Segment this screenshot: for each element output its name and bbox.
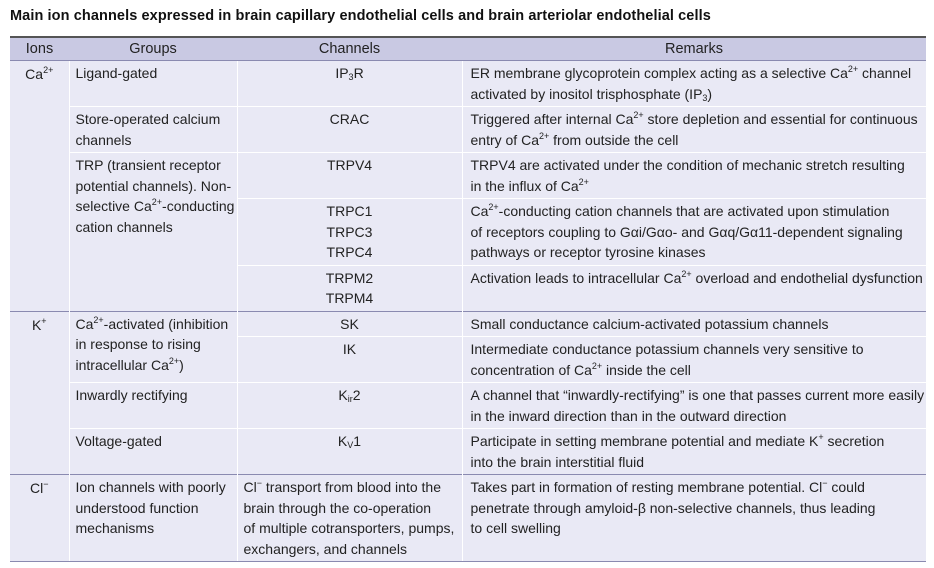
ion-chloride: Cl− — [10, 475, 69, 562]
remark-trpv4: TRPV4 are activated under the condition of mechanic stretch resulting in the influx of $Ca^{2+}$ — [462, 153, 926, 199]
remark-ip3r: ER membrane glycoprotein complex acting as a selective $Ca^{2+}$ channel activated by inositol trisphosphate $(IP_3)$ — [462, 61, 926, 107]
group-ligand-gated: Ligand-gated — [69, 61, 237, 107]
ion-potassium: K+ — [10, 311, 69, 475]
remark-cl: Takes part in formation of resting membrane potential. Cl− could penetrate through amyloid-β non-selective channels, thus leading to cell swelling — [462, 475, 926, 562]
remark-trpm: Activation leads to intracellular $Ca^{2+}$ overload and endothelial dysfunction — [462, 265, 926, 311]
channel-ik: IK — [237, 337, 462, 383]
header-row — [10, 37, 926, 61]
group-voltage-gated: Voltage-gated — [69, 429, 237, 475]
group-trp: TRP (transient receptor potential channels). Non- selective $Ca^{2+}$-conducting cation channels — [69, 153, 237, 312]
channel-trpv4: TRPV4 — [237, 153, 462, 199]
header-channels: Channels — [237, 37, 462, 61]
channel-sk: SK — [237, 311, 462, 337]
group-ca-activated: $Ca^{2+}$-activated (inhibition in response to rising intracellular $Ca^{2+}$) — [69, 311, 237, 383]
table-row — [10, 153, 926, 199]
remark-kir2: A channel that “inwardly-rectifying” is one that passes current more easily in the inward direction than in the outward direction — [462, 383, 926, 429]
group-poorly-understood: Ion channels with poorly understood function mechanisms — [69, 475, 237, 562]
table-row — [10, 475, 926, 562]
table-row — [10, 107, 926, 153]
channel-trpm: TRPM2 TRPM4 — [237, 265, 462, 311]
table-row — [10, 311, 926, 337]
ion-calcium: $Ca^{2+}$ — [10, 61, 69, 312]
remark-kv1: Participate in setting membrane potential and mediate K+ secretion into the brain interstitial fluid — [462, 429, 926, 475]
ion-channel-table — [10, 36, 926, 562]
header-groups: Groups — [69, 37, 237, 61]
table-row — [10, 429, 926, 475]
group-inwardly-rectifying: Inwardly rectifying — [69, 383, 237, 429]
header-ions: Ions — [10, 37, 69, 61]
remark-sk: Small conductance calcium-activated potassium channels — [462, 311, 926, 337]
remark-ik: Intermediate conductance potassium channels very sensitive to concentration of $Ca^{2+}$ inside the cell — [462, 337, 926, 383]
channel-kv1: $K_V1$ — [237, 429, 462, 475]
group-store-operated: Store-operated calcium channels — [69, 107, 237, 153]
channel-trpc: TRPC1 TRPC3 TRPC4 — [237, 199, 462, 266]
table-title: Main ion channels expressed in brain capillary endothelial cells and brain arteriolar endothelial cells — [10, 8, 711, 24]
table-row — [10, 383, 926, 429]
channel-cl-transport: Cl− transport from blood into the brain through the co-operation of multiple cotransporters, pumps, exchangers, and channels — [237, 475, 462, 562]
channel-crac: CRAC — [237, 107, 462, 153]
table-row — [10, 61, 926, 107]
header-remarks: Remarks — [462, 37, 926, 61]
channel-ip3r: $IP_3R$ — [237, 61, 462, 107]
remark-crac: Triggered after internal $Ca^{2+}$ store depletion and essential for continuous entry of $Ca^{2+}$ from outside the cell — [462, 107, 926, 153]
remark-trpc: $Ca^{2+}$-conducting cation channels that are activated upon stimulation of receptors coupling to Gαi/Gαo- and Gαq/Gα11-dependent signaling pathways or receptor tyrosine kinases — [462, 199, 926, 266]
channel-kir2: $K_{ir}2$ — [237, 383, 462, 429]
